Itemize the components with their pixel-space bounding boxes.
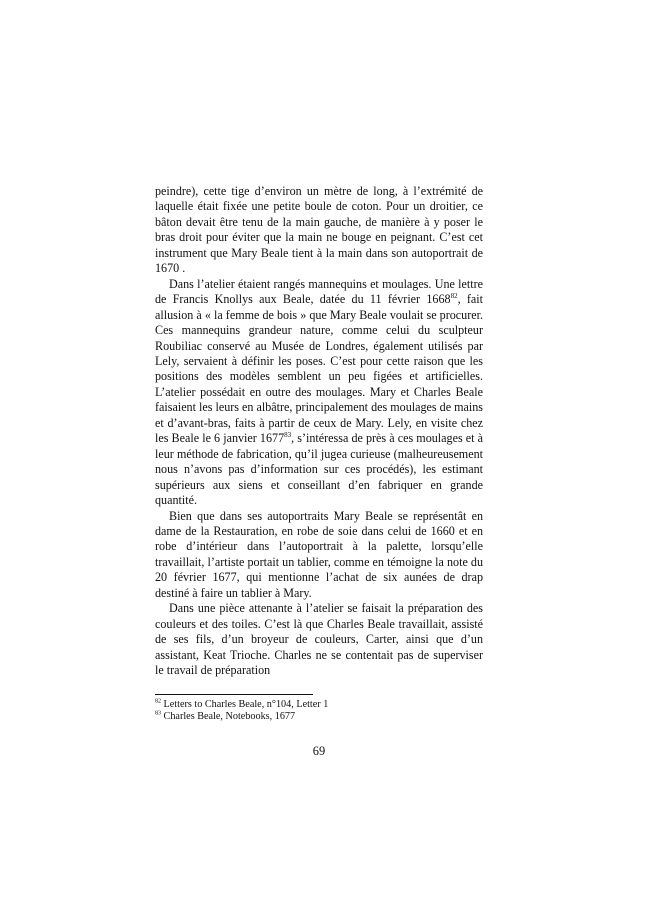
paragraph-1	[155, 184, 483, 277]
text-run: Bien que dans ses autoportraits Mary Beale se représentât en dame de la Restauration, en robe de soie dans celui de 1660 et en robe d’intérieur dans l’autoportrait à la palette, lorsqu’elle travaillait, l’artiste portait un tablier, comme en témoigne la note du 20 février 1677, qui mentionne l’achat de six aunées de drap destiné à faire un tablier à Mary.	[155, 508, 483, 600]
footnote-ref-83[interactable]: 83	[284, 431, 292, 440]
paragraph-4	[155, 601, 483, 678]
paragraph-3	[155, 509, 483, 602]
text-run: peindre), cette tige d’environ un mètre de long, à l’extrémité de laquelle était fixée une petite boule de coton. Pour un droitier, ce bâton devait être tenu de la main gauche, de manière à y poser le bras droit pour éviter que la main ne bouge en peignant. C’est cet instrument que Mary Beale tient à la main dans son autoportrait de 1670 .	[155, 184, 483, 276]
text-run: Dans l’atelier étaient rangés mannequins et moulages. Une lettre de Francis Knollys aux Beale, datée du 11 février 1668	[155, 276, 483, 307]
footnote-number: 82	[155, 698, 161, 705]
footnotes	[155, 699, 483, 724]
footnote-text: Letters to Charles Beale, n°104, Letter 1	[161, 699, 329, 710]
footnote-82	[155, 699, 483, 711]
footnote-ref-82[interactable]: 82	[450, 292, 458, 301]
text-run: , fait allusion à « la femme de bois » que Mary Beale voulait se procurer. Ces mannequins grandeur nature, comme celui du sculpteur Roubiliac conservé au Musée de Londres, également utilisés par Lely, servaient à définir les poses. C’est pour cette raison que les positions des modèles semblent un peu figées et artificielles. L’atelier possédait en outre des moulages. Mary et Charles Beale faisaient les leurs en albâtre, principalement des moulages de mains et d’avant-bras, faits à partir de ceux de Mary. Lely, en visite chez les Beale le 6 janvier 1677	[155, 292, 483, 446]
body-text	[155, 184, 483, 679]
paragraph-2	[155, 277, 483, 509]
text-run: , s’intéressa de près à ces moulages et à leur méthode de fabrication, qu’il jugea curieuse (malheureusement nous n’avons pas d’information sur ces procédés), les estimant supérieurs aux siens et conseillant d’en fabriquer en grande quantité.	[155, 431, 483, 508]
footnote-separator	[155, 694, 313, 695]
page-number: 69	[312, 744, 326, 758]
footnote-text: Charles Beale, Notebooks, 1677	[161, 711, 296, 723]
footnote-number: 83	[155, 711, 161, 718]
footnote-83	[155, 711, 483, 723]
text-run: Dans une pièce attenante à l’atelier se faisait la préparation des couleurs et des toiles. C’est là que Charles Beale travaillait, assisté de ses fils, d’un broyeur de couleurs, Carter, ainsi que d’un assistant, Keat Trioche. Charles ne se contentait pas de superviser le travail de préparation	[155, 601, 483, 678]
